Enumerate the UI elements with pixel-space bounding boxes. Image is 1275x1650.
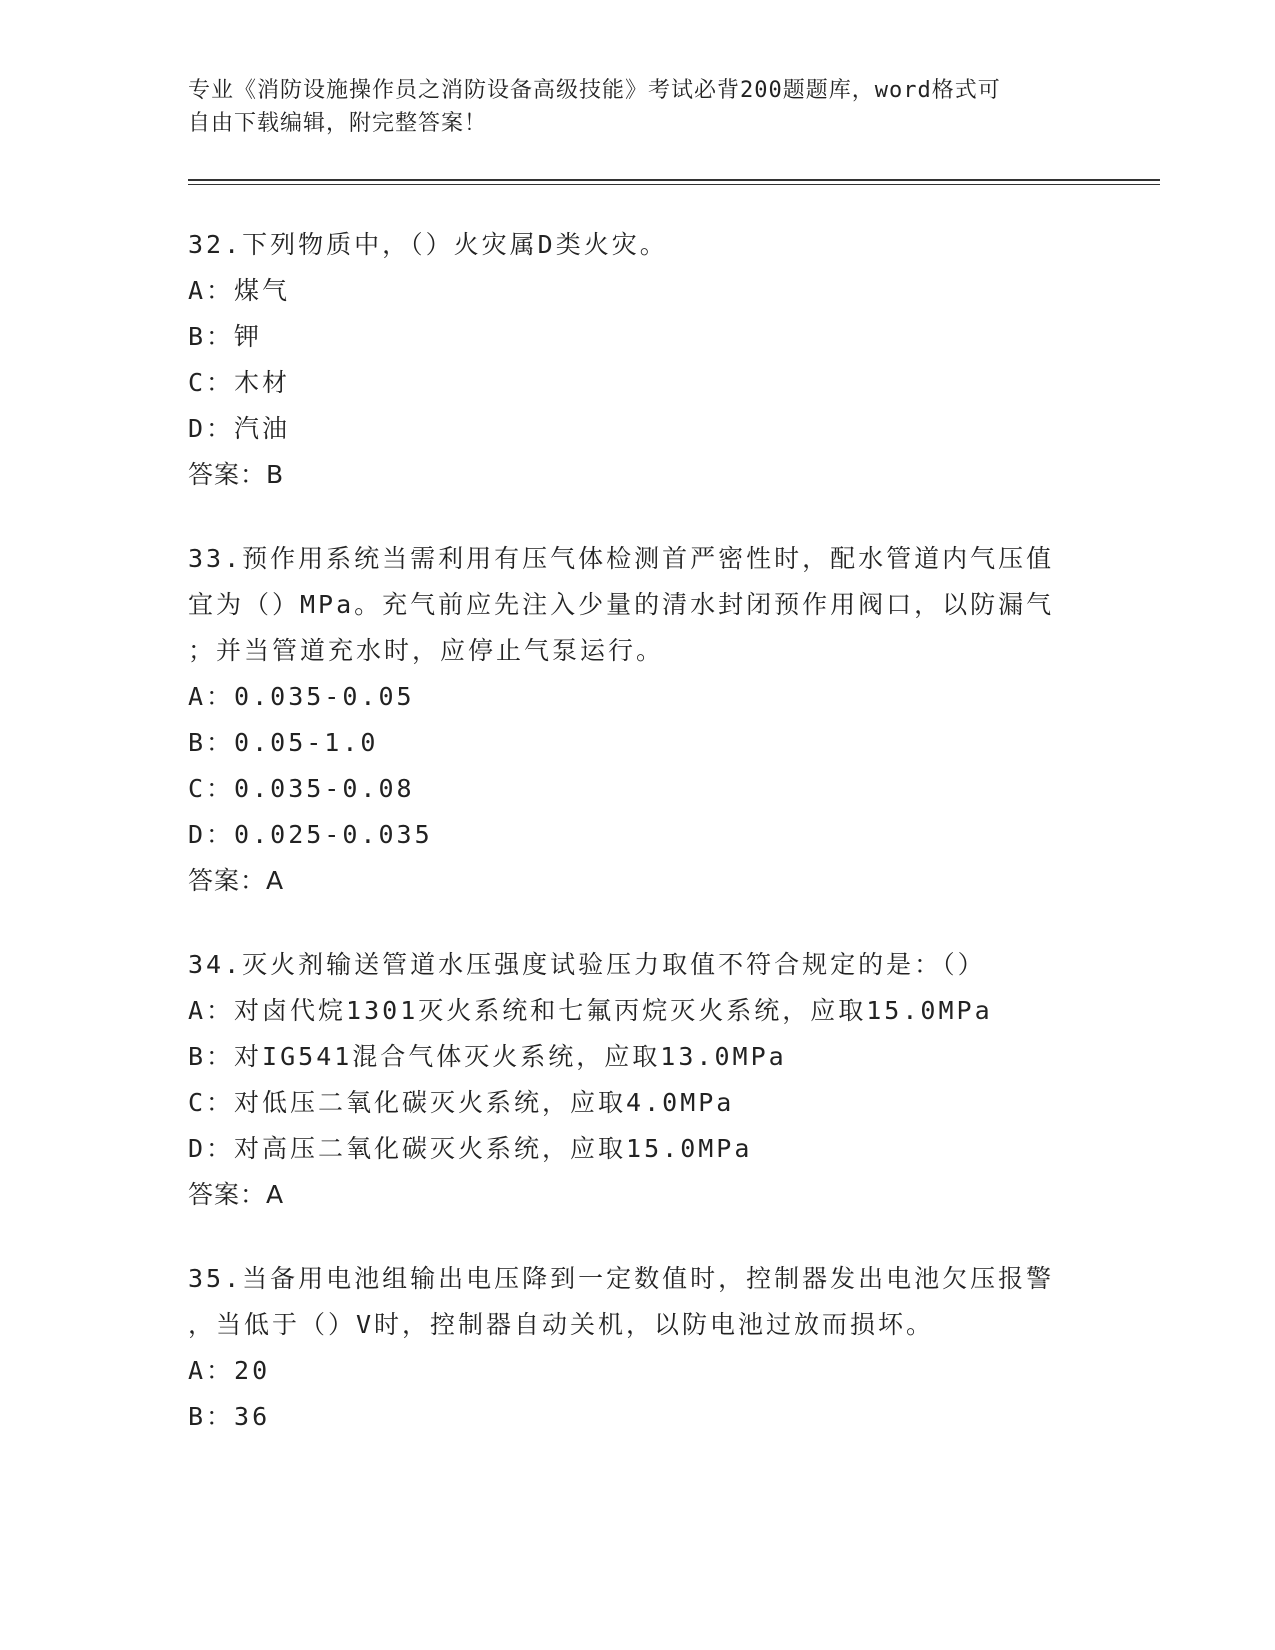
option-d: D：0.025-0.035 [188,820,433,849]
option-b: B：36 [188,1402,271,1431]
question-stem: ，当低于（）V时，控制器自动关机，以防电池过放而损坏。 [188,1310,935,1339]
header-line-2: 自由下载编辑，附完整答案！ [188,111,488,136]
option-a: A：煤气 [188,276,291,305]
option-c: C：对低压二氧化碳灭火系统，应取4.0MPa [188,1088,735,1117]
header-line-1: 专业《消防设施操作员之消防设备高级技能》考试必背200题题库，word格式可 [188,78,1001,103]
question-stem: ；并当管道充水时，应停止气泵运行。 [188,636,665,665]
question-stem: 宜为（）MPa。充气前应先注入少量的清水封闭预作用阀口，以防漏气 [188,590,1055,619]
document-header [188,74,1088,140]
question-stem: 35.当备用电池组输出电压降到一定数值时，控制器发出电池欠压报警 [188,1264,1055,1293]
question-stem: 33.预作用系统当需利用有压气体检测首严密性时，配水管道内气压值 [188,544,1055,573]
option-b: B：对IG541混合气体灭火系统，应取13.0MPa [188,1042,787,1071]
header-divider-thick [188,179,1160,181]
option-b: B：钾 [188,322,263,351]
question-stem: 34.灭火剂输送管道水压强度试验压力取值不符合规定的是：（） [188,950,986,979]
option-a: A：20 [188,1356,271,1385]
question-34 [188,942,1088,1218]
answer: 答案：A [188,1180,285,1209]
question-33 [188,536,1088,904]
question-32 [188,222,1088,498]
answer: 答案：A [188,866,285,895]
option-a: A：对卤代烷1301灭火系统和七氟丙烷灭火系统，应取15.0MPa [188,996,993,1025]
answer: 答案：B [188,460,285,489]
option-c: C：0.035-0.08 [188,774,415,803]
option-a: A：0.035-0.05 [188,682,415,711]
option-d: D：对高压二氧化碳灭火系统，应取15.0MPa [188,1134,753,1163]
header-divider-thin [188,184,1160,185]
option-c: C：木材 [188,368,291,397]
question-stem: 32.下列物质中，（）火灾属D类火灾。 [188,230,668,259]
question-35 [188,1256,1088,1440]
option-b: B：0.05-1.0 [188,728,379,757]
option-d: D：汽油 [188,414,291,443]
